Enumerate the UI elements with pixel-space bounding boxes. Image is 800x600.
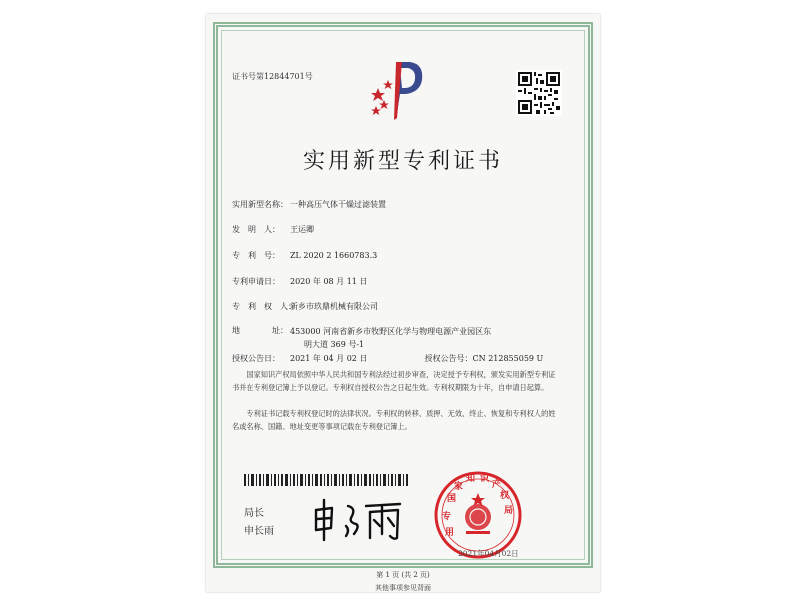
- field-utility-model-name: [232, 199, 386, 210]
- seal-date: 2021年04月02日: [458, 549, 519, 558]
- field-label: 发 明 人：: [232, 225, 280, 234]
- announce-no: CN 212855059 U: [472, 354, 544, 363]
- certificate-title: 实用新型专利证书: [302, 149, 503, 174]
- svg-text:产: 产: [492, 480, 502, 490]
- svg-text:专: 专: [442, 512, 452, 522]
- field-label: 专 利 权 人：: [232, 302, 296, 311]
- field-inventor: [232, 224, 314, 235]
- statement-paragraph-1: 国家知识产权局依照中华人民共和国专利法经过初步审查，决定授予专利权，颁发实用新型专利证书并在专利登记簿上予以登记。专利权自授权公告之日起生效。专利权期限为十年，自申请日起算。: [232, 370, 556, 392]
- field-value: ZL 2020 2 1660783.3: [290, 251, 378, 260]
- field-application-date: [232, 276, 367, 287]
- announce-date-label: 授权公告日：: [232, 354, 280, 363]
- field-patent-number: [232, 250, 377, 261]
- address-line: 453000 河南省新乡市牧野区化学与物理电源产业园区东: [290, 327, 492, 336]
- field-label: 地 址：: [232, 326, 288, 335]
- statement-paragraph-2: 专利证书记载专利权登记时的法律状况。专利权的转移、质押、无效、终止、恢复和专利权人的姓名或名称、国籍、地址变更等事项记载在专利登记簿上。: [232, 409, 556, 431]
- svg-text:识: 识: [480, 474, 490, 484]
- svg-text:知: 知: [466, 474, 476, 484]
- page-number: 第 1 页 (共 2 页): [376, 571, 430, 579]
- certificate-number: 证书号第12844701号: [232, 72, 313, 81]
- field-value: 王运卿: [290, 225, 314, 234]
- barcode-icon: [244, 474, 409, 486]
- svg-text:用: 用: [445, 528, 455, 538]
- field-label: 实用新型名称：: [232, 200, 288, 209]
- field-address: [232, 325, 290, 336]
- officer-name: 申长雨: [244, 526, 274, 537]
- qr-code-icon: [516, 70, 562, 116]
- field-patentee: [232, 301, 378, 312]
- field-value: 一种高压气体干燥过滤装置: [290, 200, 386, 209]
- field-value: 新乡市玖鼎机械有限公司: [290, 302, 378, 311]
- announce-date: 2021 年 04 月 02 日: [290, 354, 368, 363]
- field-announce: [232, 353, 543, 364]
- svg-text:局: 局: [504, 506, 514, 516]
- officer-title: 局长: [244, 508, 264, 519]
- address-value: [290, 325, 510, 351]
- signature-icon: [310, 496, 405, 542]
- address-line: 明大道 369 号-1: [304, 340, 365, 349]
- field-value: 2020 年 08 月 11 日: [290, 277, 368, 286]
- svg-text:国: 国: [447, 494, 457, 504]
- field-label: 专 利 号：: [232, 251, 280, 260]
- announce-no-label: 授权公告号：: [424, 354, 473, 363]
- footer-note: 其他事项参见背面: [375, 584, 431, 592]
- cnipa-logo-icon: [366, 58, 428, 124]
- field-label: 专利申请日：: [232, 277, 280, 286]
- svg-text:权: 权: [500, 491, 510, 501]
- svg-text:家: 家: [454, 482, 464, 492]
- certificate-sheet: [206, 14, 600, 592]
